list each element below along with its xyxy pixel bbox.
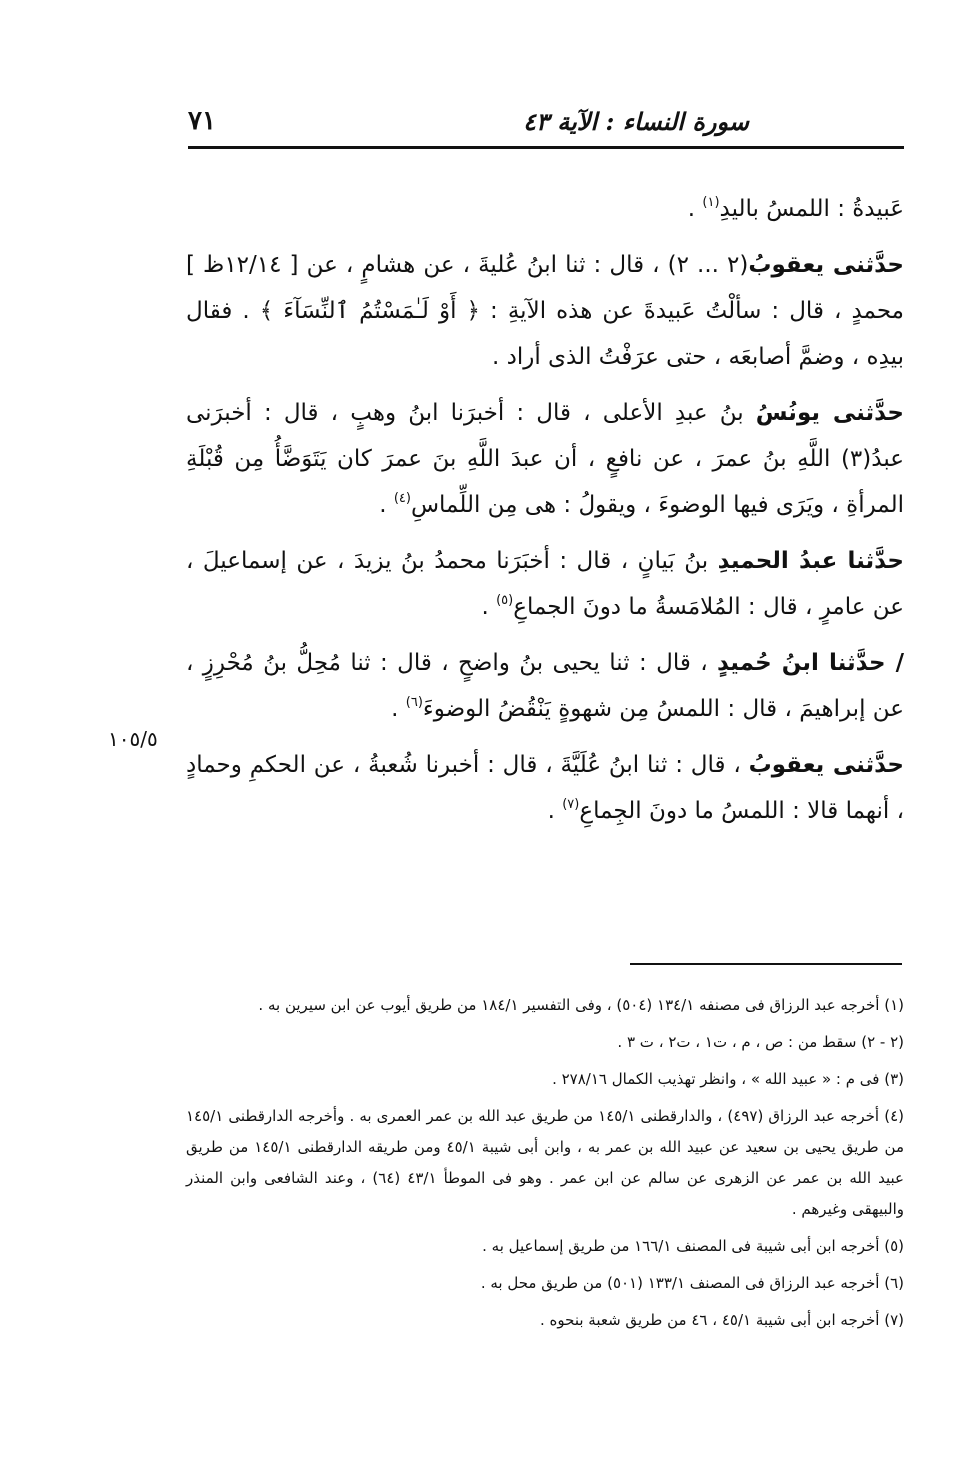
paragraph: حدَّثنى يعقوبُ ، قال : ثنا ابنُ عُلَيَّةَ ، قال : أخبرنا شُعبةُ ، عن الحكمِ وحمادٍ ، أنهما قالا : اللمسُ ما دونَ الجِماعِ$^{(٧)}$ .: [186, 752, 904, 824]
footnote-marker: (٦): [405, 695, 423, 710]
page-number: ٧١: [188, 106, 216, 136]
paragraph: حدَّثنى يونُسُ بنُ عبدِ الأعلى ، قال : أخبرَنا ابنُ وهبٍ ، قال : أخبرَنى عبدُ(٣) اللَّهِ بنُ عمرَ ، عن نافعٍ ، أن عبدَ اللَّهِ بنَ عمرَ كان يَتَوَضَّأُ مِن قُبْلَةِ المرأةِ ، ويَرَى فيها الوضوءَ ، ويقولُ : هى مِن اللِّماسِ$^{(٤)}$ .: [186, 400, 904, 518]
footnote: (٢ - ٢) سقط من : ص ، م ، ت١ ، ت٢ ، ت ٣ .: [617, 1033, 904, 1051]
footnote: (١) أخرجه عبد الرزاق فى مصنفه ١٣٤/١ (٥٠٤) ، وفى التفسير ١٨٤/١ من طريق أيوب عن ابن سيرين به .: [258, 996, 904, 1014]
paragraph: عَبيدةُ : اللمسُ باليدِ$^{(١)}$ .: [687, 195, 904, 222]
footnote: (٣) فى م : « عبيد الله » ، وانظر تهذيب الكمال ٢٧٨/١٦ .: [552, 1070, 904, 1088]
footnote-divider: [630, 963, 902, 965]
paragraph: حدَّثنا عبدُ الحميدِ بنُ بَيانٍ ، قال : أخبَرَنا محمدُ بنُ يزيدَ ، عن إسماعيلَ ، عن عامرٍ ، قال : المُلامَسةُ ما دونَ الجماعِ$^{(٥)}$ .: [186, 548, 904, 620]
footnotes: [186, 990, 904, 1342]
margin-reference: ١٠٥/٥: [108, 727, 158, 751]
page-header: [188, 96, 904, 149]
footnote: (٧) أخرجه ابن أبى شيبة ٤٥/١ ، ٤٦ من طريق شعبة بنحوه .: [540, 1311, 904, 1329]
main-text: [186, 186, 904, 844]
paragraph: / حدَّثنا ابنُ حُميدٍ ، قال : ثنا يحيى بنُ واضحٍ ، قال : ثنا مُحِلُّ بنُ مُحْرِزٍ ، عن إبراهيمَ ، قال : اللمسُ مِن شهوةٍ يَنْقُضُ الوضوءَ$^{(٦)}$ .: [186, 650, 904, 722]
footnote: (٤) أخرجه عبد الرزاق (٤٩٧) ، والدارقطنى ١٤٥/١ من طريق عبد الله بن عمر العمرى به . وأخرجه الدارقطنى ١٤٥/١ من طريق يحيى بن سعيد عن عبيد الله بن عمر به ، وابن أبى شيبة ٤٥/١ ومن طريقه الدارقطنى ١٤٥/١ من طريق عبيد الله بن عمر عن الزهرى عن سالم عن ابن عمر . وهو فى الموطأ ٤٣/١ (٦٤) ، وعند الشافعى وابن المنذر والبيهقى وغيرهم .: [186, 1107, 904, 1218]
footnote-marker: (٥): [496, 593, 514, 608]
footnote: (٦) أخرجه عبد الرزاق فى المصنف ١٣٣/١ (٥٠١) من طريق محل به .: [480, 1274, 904, 1292]
footnote-marker: (٧): [562, 797, 580, 812]
footnote-marker: (١): [702, 195, 720, 210]
footnote-marker: (٤): [393, 491, 411, 506]
footnote: (٥) أخرجه ابن أبى شيبة فى المصنف ١٦٦/١ من طريق إسماعيل به .: [482, 1237, 904, 1255]
paragraph: حدَّثنى يعقوبُ(٢ ... ٢) ، قال : ثنا ابنُ عُليةَ ، عن هشامٍ ، عن [ ١٢/١٤ظ ] محمدٍ ، قال : سألْتُ عَبيدةَ عن هذه الآيةِ : ﴿ أَوْ لَـٰمَسْتُمُ ٱلنِّسَآءَ ﴾ . فقال بيدِه ، وضمَّ أصابعَه ، حتى عرَفْتُ الذى أراد .: [186, 252, 904, 370]
running-title: سورة النساء : الآية ٤٣: [523, 106, 749, 136]
